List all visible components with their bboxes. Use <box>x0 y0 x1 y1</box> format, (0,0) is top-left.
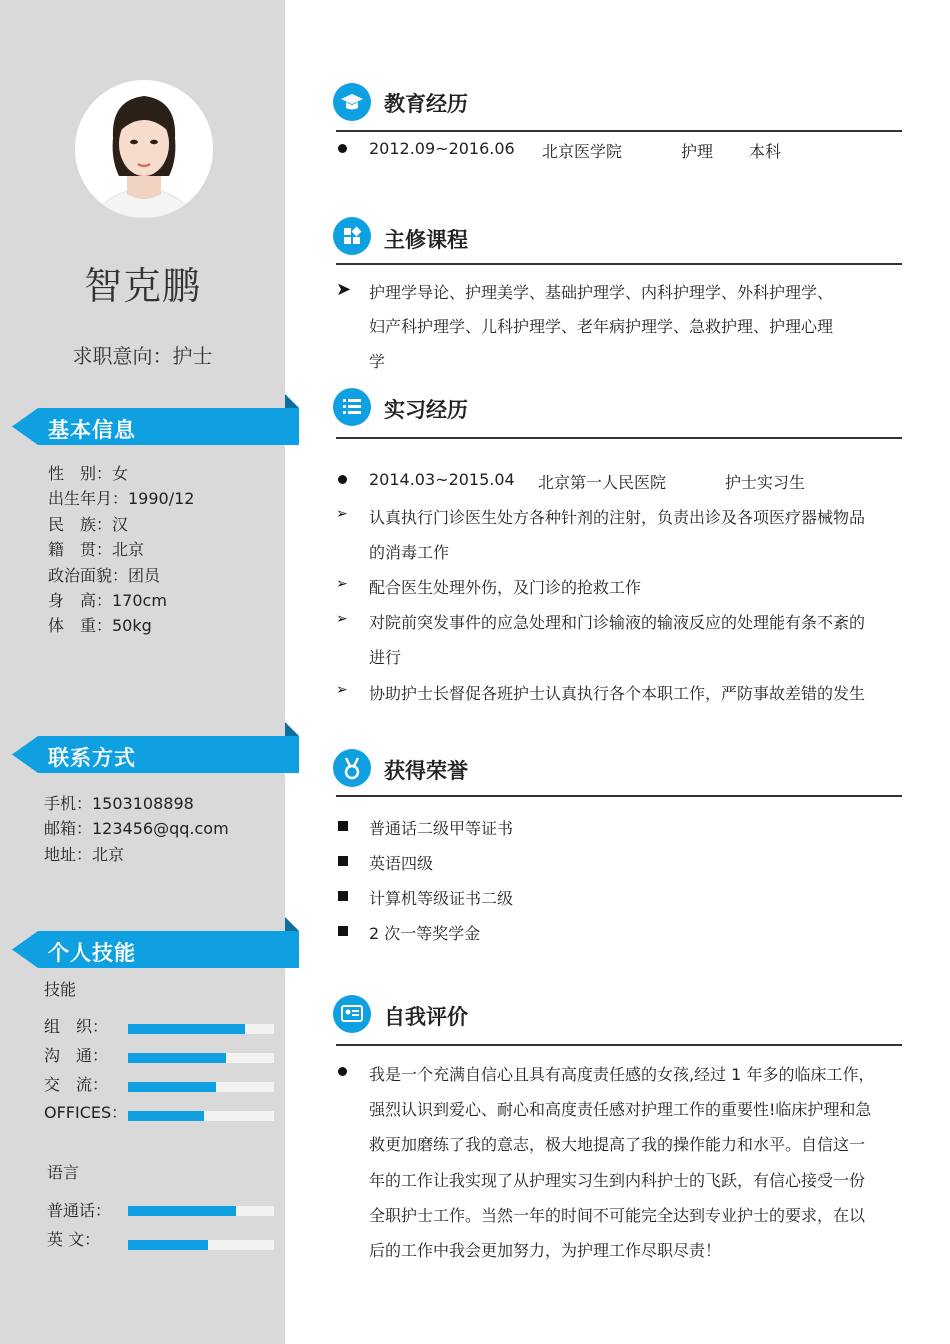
arrow-bullet-icon: ➢ <box>336 611 348 627</box>
square-bullet <box>338 891 348 901</box>
bullet-dot <box>338 1067 347 1076</box>
portrait-photo-icon <box>75 80 213 218</box>
skill-label-organize: 组 织： <box>44 1017 109 1036</box>
internship-title: 实习经历 <box>384 398 468 422</box>
education-major: 护理 <box>681 142 714 161</box>
internship-item-line: 配合医生处理外伤，及门诊的抢救工作 <box>369 578 642 597</box>
internship-period: 2014.03~2015.04 <box>369 470 515 489</box>
basic-info-title: 基本信息 <box>48 418 136 442</box>
arrow-bullet-icon: ➢ <box>336 682 348 698</box>
contact-address: 地址：北京 <box>44 845 125 864</box>
skills-ribbon <box>12 923 299 971</box>
courses-line: 妇产科护理学、儿科护理学、老年病护理学、急救护理、护理心理 <box>369 317 834 336</box>
graduation-cap-icon <box>333 83 371 121</box>
skill-bar-exchange <box>128 1082 274 1092</box>
internship-role: 护士实习生 <box>725 473 806 492</box>
self-eval-title: 自我评价 <box>384 1005 468 1029</box>
info-weight: 体 重：50kg <box>48 616 152 635</box>
lang-label-mandarin: 普通话： <box>47 1201 112 1220</box>
education-degree: 本科 <box>749 142 782 161</box>
internship-item-line: 的消毒工作 <box>369 543 450 562</box>
candidate-name: 智克鹏 <box>83 264 201 308</box>
self-eval-line: 救更加磨练了我的意志，极大地提高了我的操作能力和水平。自信这一 <box>369 1135 866 1154</box>
education-school: 北京医学院 <box>542 142 623 161</box>
section-rule <box>336 1044 902 1046</box>
info-gender: 性 别：女 <box>48 464 129 483</box>
list-icon <box>333 388 371 426</box>
section-rule <box>336 437 902 439</box>
courses-line: 学 <box>369 352 386 371</box>
self-eval-line: 年的工作让我实现了从护理实习生到内科护士的飞跃，有信心接受一份 <box>369 1171 866 1190</box>
honor-item: 计算机等级证书二级 <box>369 889 514 908</box>
ribbon-fold <box>285 917 299 931</box>
grid-apps-icon <box>333 217 371 255</box>
skill-bar-fill <box>128 1082 216 1092</box>
self-eval-line: 我是一个充满自信心且具有高度责任感的女孩,经过 1 年多的临床工作， <box>369 1065 875 1084</box>
ribbon-fold <box>285 722 299 736</box>
contact-title: 联系方式 <box>48 746 136 770</box>
sidebar <box>0 0 285 1344</box>
skill-label-offices: OFFICES： <box>44 1103 128 1122</box>
arrow-bullet-icon: ➢ <box>336 506 348 522</box>
info-native-place: 籍 贯：北京 <box>48 540 145 559</box>
self-eval-line: 强烈认识到爱心、耐心和高度责任感对护理工作的重要性!临床护理和急 <box>369 1100 872 1119</box>
id-card-icon <box>333 995 371 1033</box>
contact-ribbon <box>12 728 299 776</box>
skill-bar-fill <box>128 1111 204 1121</box>
education-title: 教育经历 <box>384 92 468 116</box>
skill-bar-fill <box>128 1024 245 1034</box>
skill-bar-fill <box>128 1053 226 1063</box>
arrow-bullet-icon: ➤ <box>336 279 352 300</box>
skills-heading: 技能 <box>44 980 77 999</box>
self-eval-line: 后的工作中我会更加努力，为护理工作尽职尽责！ <box>369 1241 722 1260</box>
lang-label-english: 英 文： <box>47 1230 101 1249</box>
info-ethnicity: 民 族：汉 <box>48 515 129 534</box>
skill-bar-offices <box>128 1111 274 1121</box>
basic-info-ribbon <box>12 400 299 448</box>
arrow-bullet-icon: ➢ <box>336 576 348 592</box>
skill-bar-organize <box>128 1024 274 1034</box>
square-bullet <box>338 926 348 936</box>
section-rule <box>336 130 902 132</box>
square-bullet <box>338 856 348 866</box>
internship-item-line: 认真执行门诊医生处方各种针剂的注射，负责出诊及各项医疗器械物品 <box>369 508 866 527</box>
section-rule <box>336 795 902 797</box>
honor-item: 普通话二级甲等证书 <box>369 819 514 838</box>
skill-bar-communicate <box>128 1053 274 1063</box>
lang-bar-mandarin <box>128 1206 274 1216</box>
internship-item-line: 对院前突发事件的应急处理和门诊输液的输液反应的处理能有条不紊的 <box>369 613 866 632</box>
info-height: 身 高：170cm <box>48 591 167 610</box>
education-period: 2012.09~2016.06 <box>369 139 515 158</box>
square-bullet <box>338 821 348 831</box>
self-eval-line: 全职护士工作。当然一年的时间不可能完全达到专业护士的要求，在以 <box>369 1206 866 1225</box>
contact-phone: 手机：1503108898 <box>44 794 194 813</box>
job-intent: 求职意向：护士 <box>72 344 213 368</box>
info-political-status: 政治面貌：团员 <box>48 566 161 585</box>
info-birth: 出生年月：1990/12 <box>48 489 195 508</box>
internship-hospital: 北京第一人民医院 <box>538 473 667 492</box>
honor-item: 英语四级 <box>369 854 434 873</box>
skills-title: 个人技能 <box>48 941 136 965</box>
bullet-dot <box>338 475 347 484</box>
honor-item: 2 次一等奖学金 <box>369 924 481 943</box>
internship-item-line: 协助护士长督促各班护士认真执行各个本职工作，严防事故差错的发生 <box>369 684 866 703</box>
contact-email: 邮箱：123456@qq.com <box>44 819 229 838</box>
honors-title: 获得荣誉 <box>384 759 468 783</box>
medal-icon <box>333 749 371 787</box>
language-heading: 语言 <box>47 1163 80 1182</box>
internship-item-line: 进行 <box>369 648 402 667</box>
skill-label-exchange: 交 流： <box>44 1075 109 1094</box>
lang-bar-english <box>128 1240 274 1250</box>
courses-line: 护理学导论、护理美学、基础护理学、内科护理学、外科护理学、 <box>369 283 834 302</box>
section-rule <box>336 263 902 265</box>
lang-bar-fill <box>128 1206 236 1216</box>
skill-label-communicate: 沟 通： <box>44 1046 109 1065</box>
avatar <box>75 80 213 218</box>
courses-title: 主修课程 <box>384 228 468 252</box>
lang-bar-fill <box>128 1240 208 1250</box>
bullet-dot <box>338 144 347 153</box>
ribbon-fold <box>285 394 299 408</box>
